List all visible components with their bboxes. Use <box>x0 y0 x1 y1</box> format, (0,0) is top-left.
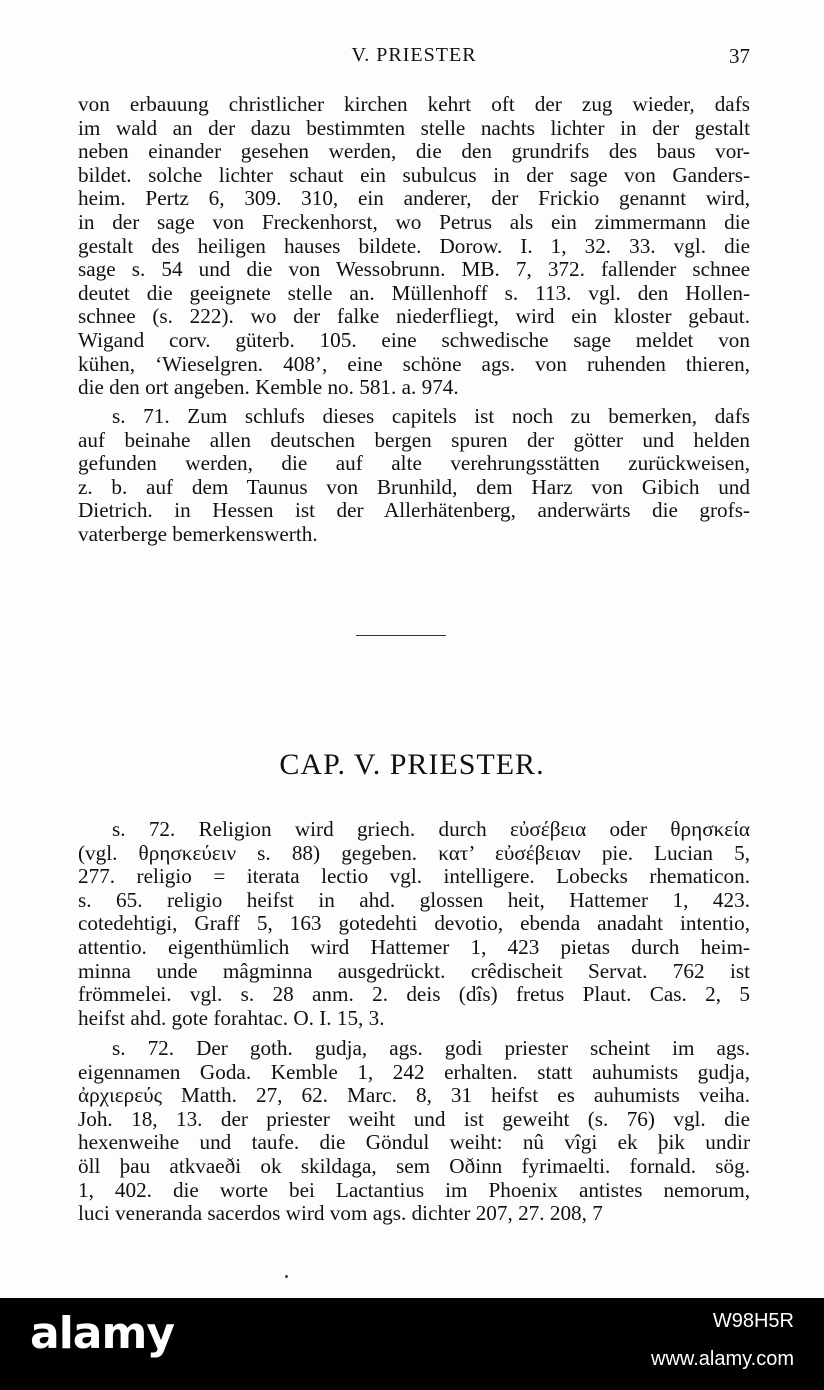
text-line: frömmelei. vgl. s. 28 anm. 2. deis (dîs) fretus Plaut. Cas. 2, 5 <box>78 982 750 1007</box>
text-line: 277. religio = iterata lectio vgl. intelligere. Lobecks rhematicon. <box>78 864 750 889</box>
text-line: gestalt des heiligen hauses bildete. Dorow. I. 1, 32. 33. vgl. die <box>78 233 750 258</box>
text-line: s. 65. religio heifst in ahd. glossen heit, Hattemer 1, 423. <box>78 887 750 912</box>
text-line: hexenweihe und taufe. die Göndul weiht: nû vîgi ek þik undir <box>78 1130 750 1155</box>
text-line: z. b. auf dem Taunus von Brunhild, dem Harz von Gibich und <box>78 474 750 499</box>
text-line: Dietrich. in Hessen ist der Allerhätenberg, anderwärts die grofs- <box>78 498 750 523</box>
text-line: kühen, ‘Wieselgren. 408’, eine schöne ags. von ruhenden thieren, <box>78 351 750 376</box>
text-line: von erbauung christlicher kirchen kehrt oft der zug wieder, dafs <box>78 92 750 116</box>
text-line: Wigand corv. güterb. 105. eine schwedische sage meldet von <box>78 327 750 352</box>
chapter-title: CAP. V. PRIESTER. <box>279 748 545 781</box>
text-line: minna unde mâgminna ausgedrückt. crêdischeit Servat. 762 ist <box>78 958 750 983</box>
text-line: im wald an der dazu bestimmten stelle nachts lichter in der gestalt <box>78 115 750 140</box>
alamy-logo: alamy <box>30 1308 174 1359</box>
text-line: sage s. 54 und die von Wessobrunn. MB. 7, 372. fallender schnee <box>78 257 750 282</box>
text-line: Joh. 18, 13. der priester weiht und ist geweiht (s. 76) vgl. die <box>78 1106 750 1131</box>
text-line: s. 71. Zum schlufs dieses capitels ist noch zu bemerken, dafs <box>112 404 750 428</box>
text-line: bildet. solche lichter schaut ein subulcus in der sage von Ganders- <box>78 162 750 187</box>
text-line: deutet die geeignete stelle an. Müllenhoff s. 113. vgl. den Hollen- <box>78 280 750 305</box>
text-line: vaterberge bemerkenswerth. <box>78 521 318 546</box>
text-line: 1, 402. die worte bei Lactantius im Phoenix antistes nemorum, <box>78 1177 750 1202</box>
text-line: (vgl. θρησκεύειν s. 88) gegeben. κατ’ εὐσέβειαν pie. Lucian 5, <box>78 840 750 865</box>
section-divider <box>356 635 446 636</box>
text-line: heifst ahd. gote forahtac. O. I. 15, 3. <box>78 1005 385 1030</box>
running-head <box>78 44 750 74</box>
text-line: s. 72. Religion wird griech. durch εὐσέβεια oder θρησκεία <box>112 817 750 841</box>
paragraph-s72-priester <box>78 1037 750 1226</box>
footer-url: www.alamy.com <box>651 1348 794 1370</box>
running-title: V. PRIESTER <box>351 44 477 66</box>
text-line: luci veneranda sacerdos wird vom ags. dichter 207, 27. 208, 7 <box>78 1201 603 1226</box>
paragraph-continued <box>78 93 750 400</box>
text-line: die den ort angeben. Kemble no. 581. a. 974. <box>78 375 459 400</box>
text-line: in der sage von Freckenhorst, wo Petrus als ein zimmermann die <box>78 209 750 234</box>
text-line: öll þau atkvaeði ok skildaga, sem Oðinn fyrimaelti. fornald. sög. <box>78 1153 750 1178</box>
text-line: auf beinahe allen deutschen bergen spuren der götter und helden <box>78 427 750 452</box>
paragraph-s71 <box>78 405 750 547</box>
text-line: cotedehtigi, Graff 5, 163 gotedehti devotio, ebenda anadaht intentio, <box>78 911 750 936</box>
watermark-footer <box>0 1298 824 1390</box>
text-line: gefunden werden, die auf alte verehrungsstätten zurückweisen, <box>78 451 750 476</box>
text-line: attentio. eigenthümlich wird Hattemer 1, 423 pietas durch heim- <box>78 934 750 959</box>
text-line: neben einander gesehen werden, die den grundrifs des baus vor- <box>78 139 750 164</box>
page-number: 37 <box>729 44 750 68</box>
paragraph-s72-religion <box>78 818 750 1030</box>
text-line: s. 72. Der goth. gudja, ags. godi priester scheint im ags. <box>112 1036 750 1060</box>
image-id: W98H5R <box>712 1310 794 1332</box>
text-line: ἀρχιερεύς Matth. 27, 62. Marc. 8, 31 heifst es auhumists veiha. <box>78 1083 750 1108</box>
text-line: eigennamen Goda. Kemble 1, 242 erhalten. statt auhumists gudja, <box>78 1059 750 1084</box>
text-line: heim. Pertz 6, 309. 310, ein anderer, der Frickio genannt wird, <box>78 186 750 211</box>
ink-speck <box>285 1275 288 1278</box>
text-line: schnee (s. 222). wo der falke niederfliegt, wird ein kloster gebaut. <box>78 304 750 329</box>
